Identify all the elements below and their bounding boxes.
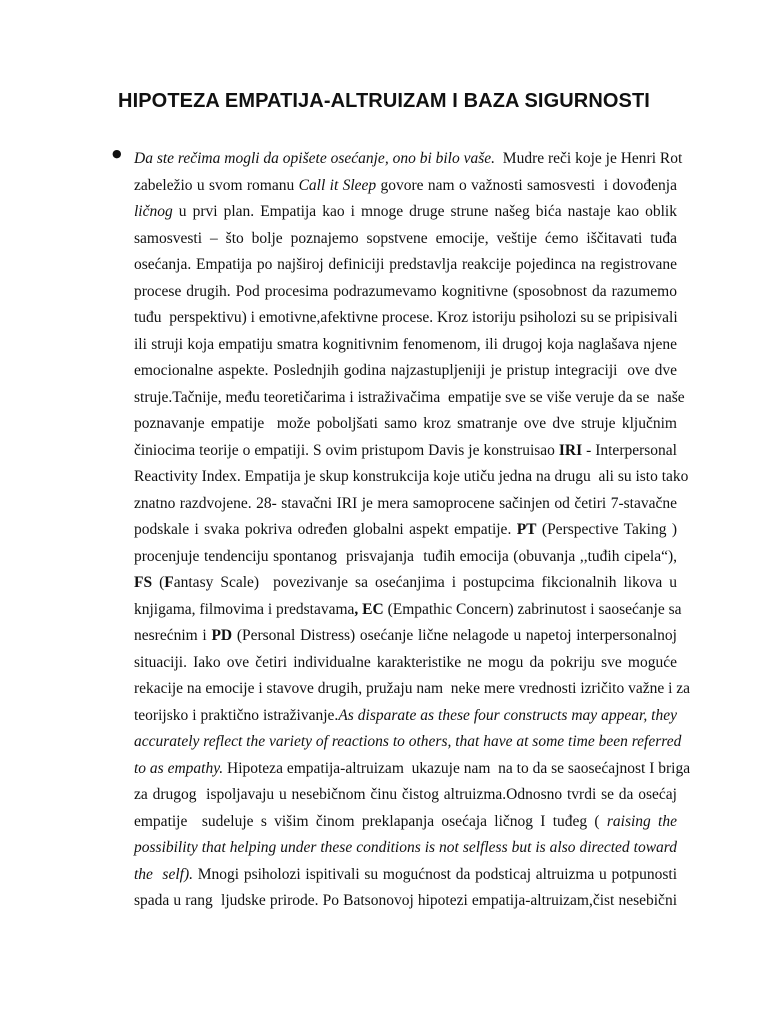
text-run: znatno razdvojene. 28- stavačni IRI je mera samoprocene sačinjen od četiri 7-stavačne xyxy=(134,494,677,512)
text-run: Da ste rečima mogli da opišete osećanje, ono bi bilo vaše. xyxy=(134,150,496,167)
text-line xyxy=(134,332,677,359)
text-line xyxy=(134,517,677,544)
text-run: accurately reflect the variety of reactions to others, that have at some time been referred xyxy=(134,733,682,750)
text-line xyxy=(134,623,677,650)
text-line xyxy=(134,570,677,597)
text-line xyxy=(134,729,682,756)
text-line xyxy=(134,835,677,862)
text-line xyxy=(134,358,677,385)
text-run: possibility that helping under these conditions is not selfless but is also directed toward xyxy=(134,839,677,856)
text-run: PD xyxy=(211,627,233,644)
text-run: rekacije na emocije i stavove drugih, pružaju nam neke mere vrednosti izričito važne i za xyxy=(134,680,691,697)
body-paragraph xyxy=(134,146,691,915)
text-run: - Interpersonal xyxy=(582,441,677,459)
text-run: struje.Tačnije, među teoretičarima i istraživačima empatije sve se više veruje da se naše xyxy=(134,388,685,406)
text-run: procenjuje tendenciju spontanog prisvajanja tuđih emocija (obuvanja ,,tuđih cipela“), xyxy=(134,547,677,565)
text-run: ili struji koja empatiju smatra kognitivnim fenomenom, ili drugoj koja naglašava njene xyxy=(134,335,677,353)
text-run: ličnog xyxy=(134,203,173,220)
text-line xyxy=(134,146,683,173)
text-line xyxy=(134,199,677,226)
text-line xyxy=(134,862,677,889)
text-line xyxy=(134,252,677,279)
text-run: Mudre reči koje je Henri Rot xyxy=(495,150,683,167)
text-line xyxy=(134,491,677,518)
text-line xyxy=(134,438,677,465)
text-run: procese drugih. Pod procesima podrazumevamo kognitivne (sposobnost da razumemo xyxy=(134,282,677,300)
text-run: , xyxy=(354,600,359,618)
document-title: HIPOTEZA EMPATIJA-ALTRUIZAM I BAZA SIGURNOSTI xyxy=(118,90,650,112)
text-run: (Empathic Concern) zabrinutost i saosećanje sa xyxy=(383,600,682,618)
text-line xyxy=(134,888,677,915)
text-line xyxy=(134,305,677,332)
text-line xyxy=(134,411,677,438)
text-line xyxy=(134,782,677,809)
text-run: situaciji. Iako ove četiri individualne karakteristike ne mogu da pokriju sve moguće xyxy=(134,653,677,671)
text-line xyxy=(134,676,691,703)
text-run: spada u rang ljudske prirode. Po Batsonovoj hipotezi empatija-altruizam,čist nesebični xyxy=(134,892,677,909)
text-run: u prvi plan. Empatija kao i mnoge druge strune našeg bića nastaje kao oblik xyxy=(172,203,677,220)
text-line xyxy=(134,756,691,783)
text-run: ( xyxy=(152,574,165,591)
text-line xyxy=(134,279,677,306)
text-run: osećanja. Empatija po najširoj definiciji predstavlja reakcije pojedinca na registrovane xyxy=(134,256,677,273)
text-run: za drugog ispoljavaju u nesebičnom činu čistog altruizma.Odnosno tvrdi se da osećaj xyxy=(134,786,677,803)
text-line xyxy=(134,809,677,836)
text-run: činiocima teorije o empatiji. S ovim pristupom Davis je konstruisao xyxy=(134,441,559,459)
text-run: zabeležio u svom romanu xyxy=(134,176,299,194)
text-run: Reactivity Index. Empatija je skup konstrukcija koje utiču jedna na drugu ali su isto tako xyxy=(134,468,689,485)
text-run: As disparate as these four constructs may appear, they xyxy=(338,706,678,724)
text-run: EC xyxy=(362,600,384,618)
text-run: Mnogi psiholozi ispitivali su mogućnost da podsticaj altruizma u potpunosti xyxy=(193,865,678,883)
text-run: tuđu perspektivu) i emotivne,afektivne procese. Kroz istoriju psiholozi su se pripisivali xyxy=(134,309,678,326)
text-run: nesrećnim i xyxy=(134,627,212,644)
text-run: (Perspective Taking ) xyxy=(536,521,677,538)
text-run: Call it Sleep xyxy=(298,176,377,194)
text-line xyxy=(134,650,677,677)
text-run: antasy Scale) povezivanje sa osećanjima i postupcima fikcionalnih likova u xyxy=(173,574,677,591)
text-run: Hipoteza empatija-altruizam ukazuje nam na to da se saosećajnost I briga xyxy=(223,759,691,777)
text-line xyxy=(134,226,677,253)
text-run: IRI xyxy=(558,441,583,459)
text-run: PT xyxy=(516,521,537,538)
text-run: F xyxy=(164,574,174,591)
text-run: the self). xyxy=(134,865,193,883)
text-run: podskale i svaka pokriva određen globalni aspekt empatije. xyxy=(134,521,517,538)
text-line xyxy=(134,173,677,200)
text-run: to as empathy. xyxy=(134,759,224,777)
text-run: govore nam o važnosti samosvesti i dovođenja xyxy=(376,176,677,194)
text-run: (Personal Distress) osećanje lične nelagode u napetoj interpersonalnoj xyxy=(232,627,677,644)
text-line xyxy=(134,464,689,491)
text-run: teorijsko i praktično istraživanje. xyxy=(134,706,339,724)
text-run: samosvesti – što bolje poznajemo sopstvene emocije, veštije ćemo iščitavati tuđa xyxy=(134,229,677,247)
text-run: emocionalne aspekte. Poslednjih godina najzastupljeniji je pristup integraciji ove dve xyxy=(134,362,677,379)
text-run: poznavanje empatije može poboljšati samo kroz smatranje ove dve struje ključnim xyxy=(134,415,677,432)
text-run: FS xyxy=(134,574,153,591)
text-line xyxy=(134,597,682,624)
text-line xyxy=(134,703,677,730)
text-line xyxy=(134,385,685,412)
bullet-dot-icon: ● xyxy=(112,147,122,160)
text-run: empatije sudeluje s višim činom preklapanja osećaja ličnog I tuđeg ( xyxy=(134,812,607,830)
text-run: raising the xyxy=(606,812,677,830)
text-line xyxy=(134,544,677,571)
text-run: knjigama, filmovima i predstavama xyxy=(134,600,355,618)
